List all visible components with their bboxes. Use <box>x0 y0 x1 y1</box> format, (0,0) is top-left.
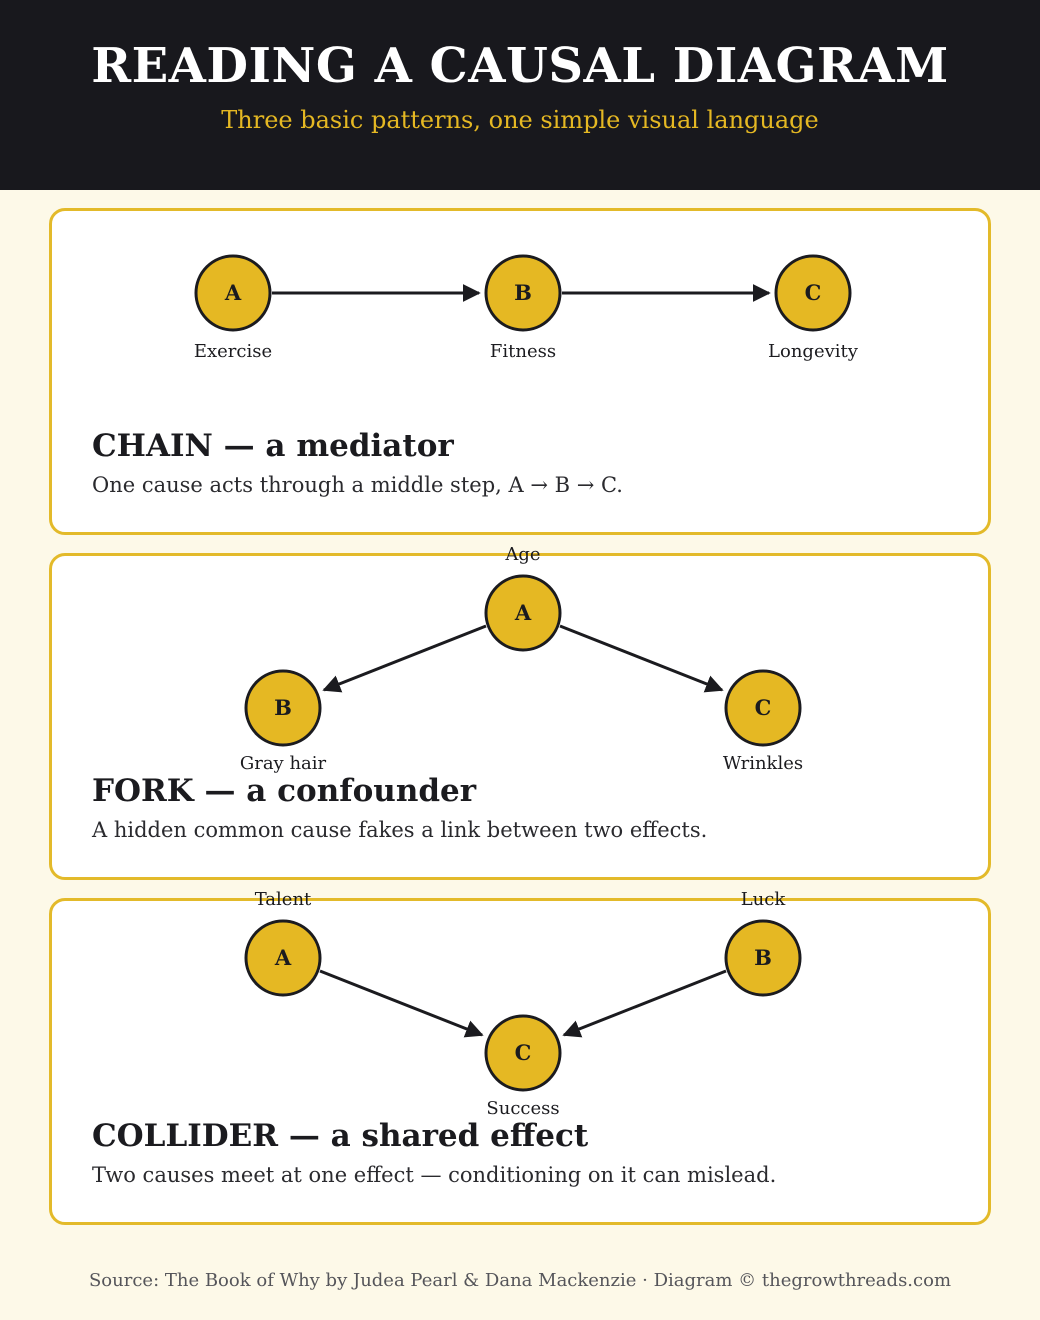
collider-panel <box>49 889 991 1225</box>
fork-node-b <box>240 671 327 774</box>
collider-edge-a-c <box>320 971 482 1035</box>
chain-node-a-label: Exercise <box>193 341 273 362</box>
fork-edge-a-c <box>560 626 722 690</box>
svg-text:A: A <box>274 945 292 970</box>
page-subtitle: Three basic patterns, one simple visual language <box>221 106 819 134</box>
fork-panel <box>49 544 991 880</box>
fork-node-c <box>723 671 803 774</box>
source-credit: Source: The Book of Why by Judea Pearl & Dana Mackenzie · Diagram © thegrowthreads.com <box>88 1270 952 1291</box>
chain-node-b-label: Fitness <box>489 341 557 362</box>
fork-node-a <box>486 544 560 650</box>
collider-edge-b-c <box>564 971 726 1035</box>
svg-text:C: C <box>804 280 822 305</box>
chain-node-c <box>768 256 859 362</box>
collider-node-b-label: Luck <box>740 889 786 910</box>
collider-description: Two causes meet at one effect — conditioning on it can mislead. <box>92 1163 777 1187</box>
header-banner <box>0 0 1040 190</box>
fork-node-b-label: Gray hair <box>239 753 327 774</box>
fork-node-c-label: Wrinkles <box>722 753 804 774</box>
fork-description: A hidden common cause fakes a link between two effects. <box>92 818 708 842</box>
chain-panel <box>49 208 991 535</box>
chain-node-b <box>486 256 560 362</box>
chain-description: One cause acts through a middle step, A → B → C. <box>92 473 623 497</box>
fork-node-a-label: Age <box>505 544 541 565</box>
svg-text:A: A <box>224 280 242 305</box>
collider-node-a-label: Talent <box>254 889 312 910</box>
collider-node-a <box>246 889 320 995</box>
collider-node-b <box>726 889 800 995</box>
svg-text:C: C <box>514 1040 532 1065</box>
chain-heading: CHAIN — a mediator <box>92 428 454 464</box>
page-title: READING A CAUSAL DIAGRAM <box>91 38 949 94</box>
svg-text:A: A <box>514 600 532 625</box>
collider-node-c-label: Success <box>486 1098 560 1119</box>
svg-text:B: B <box>274 695 292 720</box>
svg-text:B: B <box>514 280 532 305</box>
collider-heading: COLLIDER — a shared effect <box>92 1118 589 1154</box>
fork-edge-a-b <box>324 626 486 690</box>
collider-node-c <box>486 1016 560 1119</box>
fork-heading: FORK — a confounder <box>92 773 477 809</box>
chain-node-c-label: Longevity <box>768 341 858 362</box>
svg-text:C: C <box>754 695 772 720</box>
svg-text:B: B <box>754 945 772 970</box>
chain-node-a <box>194 256 272 362</box>
